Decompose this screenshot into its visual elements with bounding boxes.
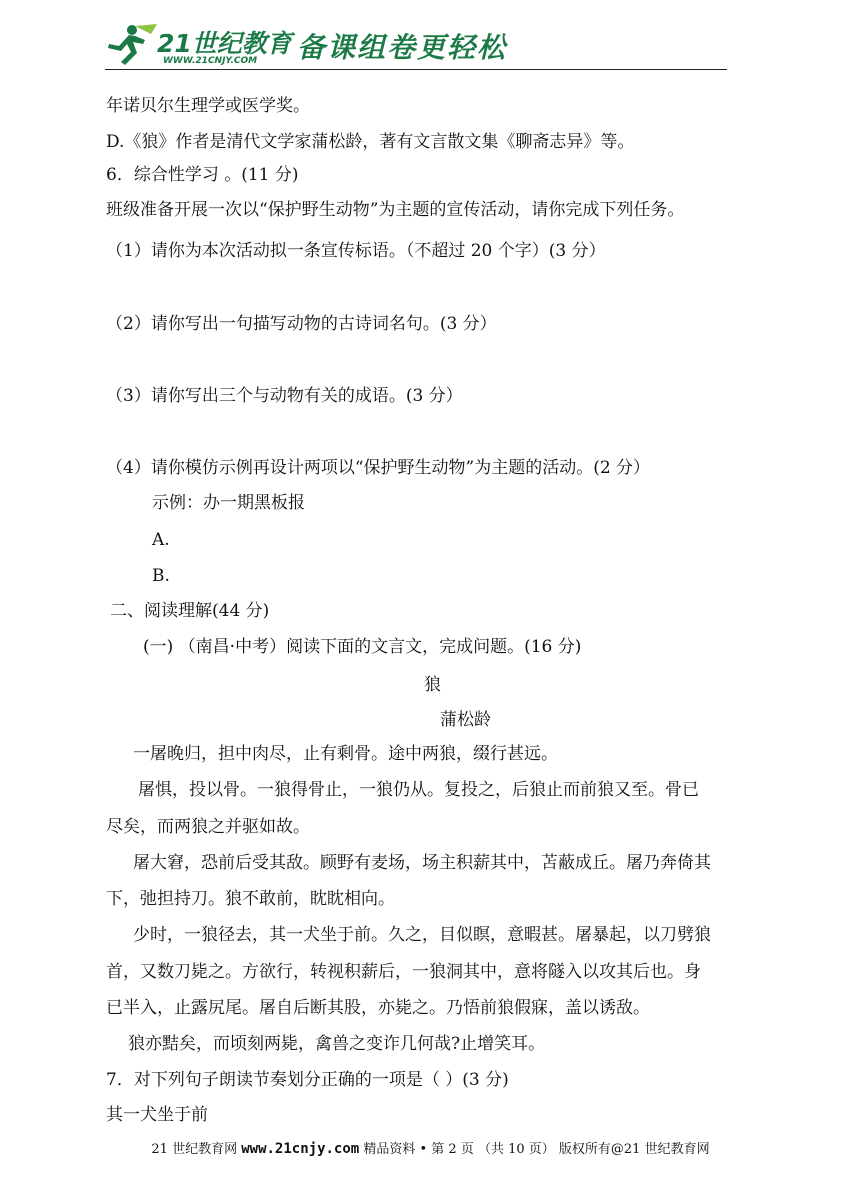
page-footer [0, 1140, 861, 1159]
header-divider [105, 69, 727, 70]
passage-paragraph-4-cont: 首，又数刀毙之。方欲行，转视积薪后，一狼洞其中，意将隧入以攻其后也。身 [106, 962, 701, 982]
running-man-logo-icon [105, 22, 161, 66]
passage-author: 蒲松龄 [440, 710, 491, 730]
task-intro: 班级准备开展一次以“保护野生动物”为主题的宣传活动，请你完成下列任务。 [106, 200, 685, 220]
reading-1-intro: (一) （南昌·中考）阅读下面的文言文，完成问题。(16 分) [143, 637, 582, 657]
passage-paragraph-3-cont: 下，弛担持刀。狼不敢前，眈眈相向。 [106, 889, 395, 909]
question-7-title: 7．对下列句子朗读节奏划分正确的一项是（ ）(3 分) [106, 1070, 509, 1090]
option-d-line: D.《狼》作者是清代文学家蒲松龄，著有文言散文集《聊斋志异》等。 [106, 132, 635, 152]
task-4: （4）请你模仿示例再设计两项以“保护野生动物”为主题的活动。(2 分） [106, 458, 651, 478]
answer-a-line: A. [152, 530, 170, 550]
footer-prefix: 21 世纪教育网 [151, 1142, 242, 1157]
header-slogan: 备课组卷更轻松 [297, 31, 508, 64]
page-header [105, 18, 727, 72]
answer-b-line: B. [152, 566, 170, 586]
brand-name: 21世纪教育 [157, 29, 292, 58]
passage-paragraph-2: 屠惧，投以骨。一狼得骨止，一狼仍从。复投之，后狼止而前狼又至。骨已 [138, 780, 699, 800]
task-2: （2）请你写出一句描写动物的古诗词名句。(3 分） [106, 314, 497, 334]
task-3: （3）请你写出三个与动物有关的成语。(3 分） [106, 386, 463, 406]
passage-paragraph-4: 少时，一狼径去，其一犬坐于前。久之，目似瞑，意暇甚。屠暴起，以刀劈狼 [133, 925, 711, 945]
passage-paragraph-2-cont: 尽矣，而两狼之并驱如故。 [106, 817, 310, 837]
passage-paragraph-4-end: 已半入，止露尻尾。屠自后断其股，亦毙之。乃悟前狼假寐，盖以诱敌。 [106, 998, 650, 1018]
passage-title: 狼 [424, 675, 441, 695]
text-line: 年诺贝尔生理学或医学奖。 [106, 96, 310, 116]
footer-suffix: 精品资料 • 第 2 页 （共 10 页） 版权所有@21 世纪教育网 [359, 1142, 710, 1157]
question-7-sentence: 其一犬坐于前 [106, 1105, 208, 1125]
passage-paragraph-3: 屠大窘，恐前后受其敌。顾野有麦场，场主积薪其中，苫蔽成丘。屠乃奔倚其 [133, 853, 711, 873]
passage-paragraph-1: 一屠晚归，担中肉尽，止有剩骨。途中两狼，缀行甚远。 [133, 744, 558, 764]
brand-url: WWW.21CNJY.COM [163, 56, 258, 66]
passage-paragraph-5: 狼亦黠矣，而顷刻两毙，禽兽之变诈几何哉?止增笑耳。 [128, 1034, 546, 1054]
question-6-title: 6．综合性学习 。(11 分) [106, 165, 299, 185]
footer-site-link[interactable]: www.21cnjy.com [241, 1141, 360, 1157]
task-1: （1）请你为本次活动拟一条宣传标语。（不超过 20 个字）(3 分） [106, 241, 606, 261]
example-line: 示例：办一期黑板报 [152, 493, 305, 513]
section-two-title: 二、阅读理解(44 分) [110, 601, 270, 621]
